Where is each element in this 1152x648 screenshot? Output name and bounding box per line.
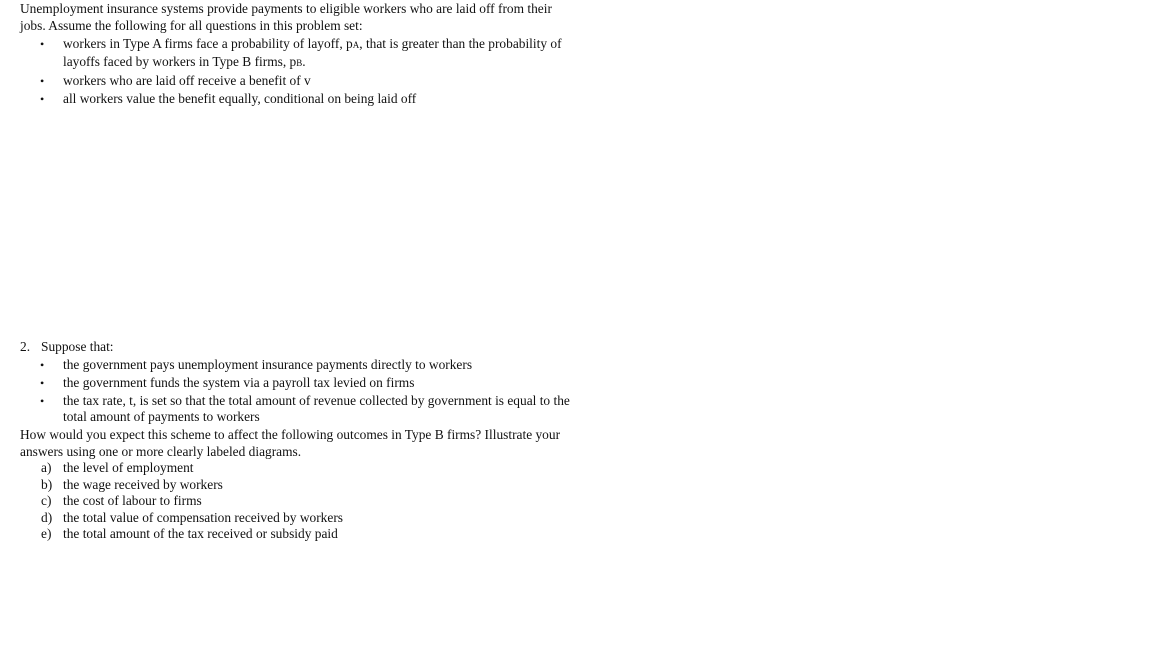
question-section bbox=[20, 339, 583, 543]
question-lead bbox=[20, 339, 580, 356]
assumption-text-mid: , that is greater than the probability of layoffs faced by workers in Type B firms, p bbox=[63, 36, 562, 69]
bullet-icon: • bbox=[40, 393, 45, 408]
condition-item bbox=[20, 393, 583, 426]
subscript-b: B bbox=[296, 57, 303, 68]
part-text: the cost of labour to firms bbox=[63, 493, 202, 508]
part-text: the total amount of the tax received or subsidy paid bbox=[63, 526, 338, 541]
assumption-text: workers who are laid off receive a benefit of v bbox=[63, 72, 311, 88]
subscript-a: A bbox=[352, 40, 360, 50]
part-text: the wage received by workers bbox=[63, 476, 223, 492]
part-label: c) bbox=[41, 493, 52, 508]
part-text: the total value of compensation received by workers bbox=[63, 509, 343, 525]
bullet-icon: • bbox=[40, 73, 45, 88]
condition-text: the government funds the system via a payroll tax levied on firms bbox=[63, 374, 415, 390]
condition-list bbox=[20, 357, 583, 426]
question-prompt: How would you expect this scheme to affect the following outcomes in Type B firms? Illustrate your answers using one or more clearly labeled diagrams. bbox=[20, 427, 561, 459]
part-label: b) bbox=[41, 476, 53, 492]
assumption-item bbox=[20, 73, 583, 90]
condition-item bbox=[20, 375, 583, 392]
part-item bbox=[20, 510, 583, 527]
question-lead-text: Suppose that: bbox=[41, 339, 114, 354]
question-number: 2. bbox=[20, 339, 31, 354]
part-label: a) bbox=[41, 460, 52, 475]
part-text: the level of employment bbox=[63, 460, 194, 475]
parts-list bbox=[20, 460, 583, 543]
part-label: e) bbox=[41, 526, 52, 541]
assumption-text: all workers value the benefit equally, conditional on being laid off bbox=[63, 90, 417, 106]
bullet-icon: • bbox=[40, 375, 45, 390]
assumption-item bbox=[20, 91, 583, 108]
condition-item bbox=[20, 357, 583, 374]
assumption-list bbox=[20, 36, 583, 107]
intro-paragraph: Unemployment insurance systems provide payments to eligible workers who are laid off from their jobs. Assume the following for all questions in this problem set: bbox=[20, 1, 552, 33]
assumption-text-start: workers in Type A firms face a probability of layoff, p bbox=[63, 36, 353, 51]
bullet-icon: • bbox=[40, 37, 45, 51]
part-item bbox=[20, 460, 583, 477]
part-item bbox=[20, 526, 583, 543]
part-label: d) bbox=[41, 509, 53, 525]
intro-section bbox=[20, 1, 583, 109]
assumption-text-end: . bbox=[302, 53, 306, 69]
condition-text: the tax rate, t, is set so that the total amount of revenue collected by government is equal to the total amount of payments to workers bbox=[63, 392, 570, 424]
bullet-icon: • bbox=[40, 91, 45, 106]
part-item bbox=[20, 493, 583, 510]
assumption-item bbox=[20, 36, 583, 71]
bullet-icon: • bbox=[40, 357, 45, 372]
condition-text: the government pays unemployment insurance payments directly to workers bbox=[63, 356, 473, 372]
part-item bbox=[20, 477, 583, 494]
